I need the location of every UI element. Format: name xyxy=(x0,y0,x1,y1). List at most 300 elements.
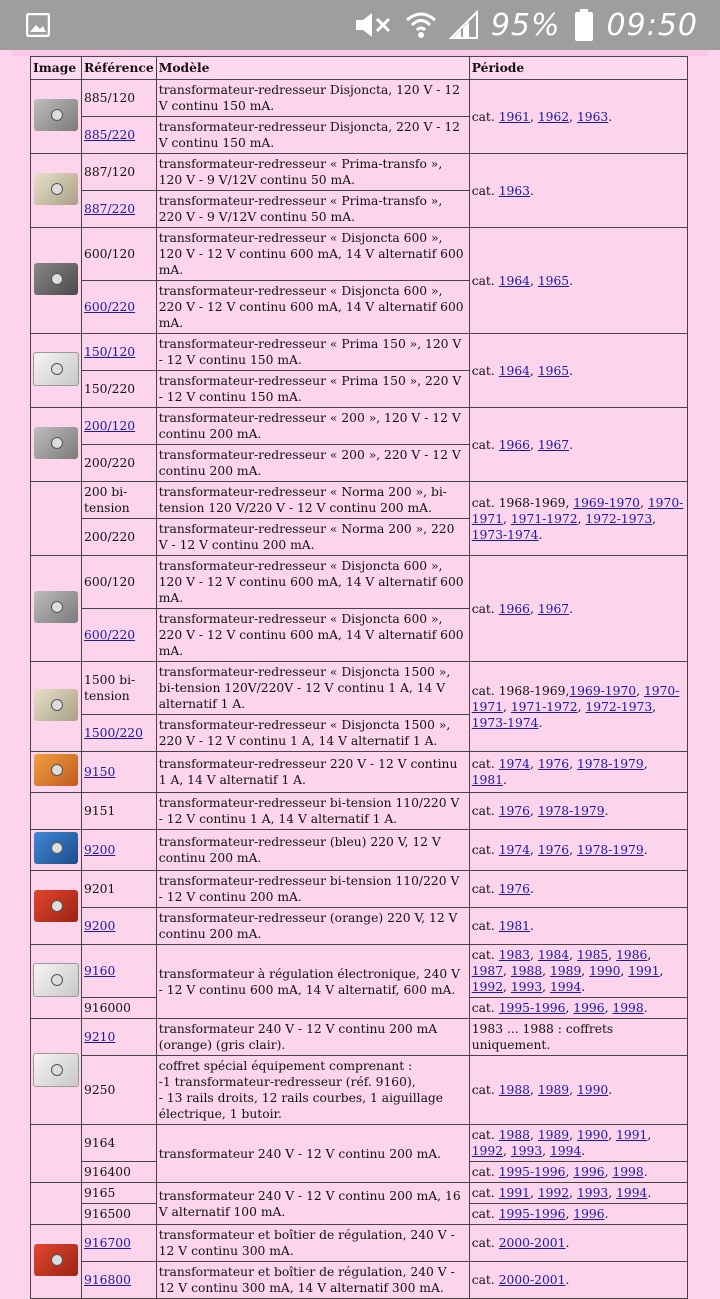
catalog-year-link[interactable]: 1993 xyxy=(576,1186,609,1200)
reference-cell xyxy=(82,830,157,871)
reference-cell xyxy=(82,1056,157,1125)
catalog-year-link[interactable]: 1978-1979 xyxy=(537,804,605,818)
catalog-year-link[interactable]: 1967 xyxy=(537,437,570,452)
catalog-year-link[interactable]: 2000-2001 xyxy=(498,1273,566,1287)
product-thumbnail[interactable] xyxy=(34,263,78,295)
model-cell xyxy=(156,228,469,281)
period-cell: cat. 1995-1996, 1996, 1998. xyxy=(469,998,687,1019)
header-reference: Référence xyxy=(82,57,157,80)
catalog-year-link[interactable]: 1989 xyxy=(549,964,582,978)
model-text: transformateur-redresseur bi-tension 110/220 V - 12 V continu 200 mA. xyxy=(158,874,460,904)
image-cell xyxy=(31,482,82,556)
catalog-year-link[interactable]: 1978-1979 xyxy=(576,757,644,771)
model-text: transformateur-redresseur (orange) 220 V, 12 V continu 200 mA. xyxy=(158,911,458,941)
catalog-year-link[interactable]: 1995-1996 xyxy=(498,1001,566,1015)
reference-cell xyxy=(82,1125,157,1162)
catalog-year-link[interactable]: 1978-1979 xyxy=(576,843,644,857)
model-text: transformateur-redresseur « Prima-transfo », 120 V - 9 V/12V continu 50 mA. xyxy=(158,157,443,187)
reference-cell xyxy=(82,1225,157,1262)
catalog-year-link[interactable]: 1984 xyxy=(537,948,570,962)
catalog-year-link[interactable]: 1969-1970 xyxy=(573,495,641,510)
reference-cell xyxy=(82,793,157,830)
catalog-year-link[interactable]: 1969-1970 xyxy=(569,683,637,698)
image-cell xyxy=(31,662,82,752)
model-cell xyxy=(156,117,469,154)
catalog-year-link[interactable]: 1974 xyxy=(498,757,530,771)
period-prefix: cat. xyxy=(471,183,499,198)
model-cell xyxy=(156,609,469,662)
period-suffix: . xyxy=(569,601,574,616)
image-cell xyxy=(31,945,82,1019)
period-prefix: cat. xyxy=(471,109,499,124)
catalog-year-link[interactable]: 1972-1973 xyxy=(585,511,653,526)
period-cell: cat. 1961, 1962, 1963. xyxy=(469,80,687,154)
image-cell xyxy=(31,1125,82,1183)
reference-cell xyxy=(82,662,157,715)
reference-cell xyxy=(82,334,157,371)
reference-link[interactable]: 916700 xyxy=(84,1236,131,1250)
reference-text: 200 bi-tension xyxy=(84,485,130,515)
period-suffix: . xyxy=(647,1186,652,1200)
reference-cell xyxy=(82,154,157,191)
catalog-year-link[interactable]: 1989 xyxy=(537,1083,570,1097)
reference-cell xyxy=(82,1162,157,1183)
period-prefix: cat. xyxy=(471,1083,499,1097)
header-image: Image xyxy=(31,57,82,80)
knob-graphic xyxy=(51,842,63,854)
reference-cell xyxy=(82,408,157,445)
period-suffix: . xyxy=(643,1165,648,1179)
battery-icon xyxy=(573,8,595,42)
catalog-year-link[interactable]: 1981 xyxy=(471,773,504,787)
catalog-year-link[interactable]: 1970-1971 xyxy=(471,495,684,526)
period-suffix: . xyxy=(581,980,586,994)
period-cell: cat. 1995-1996, 1996, 1998. xyxy=(469,1162,687,1183)
reference-text: 9250 xyxy=(84,1083,116,1097)
model-text: transformateur et boîtier de régulation, 240 V - 12 V continu 300 mA. xyxy=(158,1228,455,1258)
catalog-year-link[interactable]: 1991 xyxy=(628,964,660,978)
catalog-year-link[interactable]: 2000-2001 xyxy=(498,1236,566,1250)
signal-icon xyxy=(449,10,479,40)
reference-link[interactable]: 916800 xyxy=(84,1273,131,1287)
model-text: transformateur-redresseur « 200 », 120 V - 12 V continu 200 mA. xyxy=(158,411,461,441)
model-cell xyxy=(156,871,469,908)
model-cell xyxy=(156,1125,469,1183)
product-thumbnail[interactable] xyxy=(34,689,78,721)
reference-link[interactable]: 600/220 xyxy=(84,300,136,314)
battery-text: 95% xyxy=(490,7,561,43)
table-row xyxy=(31,482,688,519)
catalog-year-link[interactable]: 1976 xyxy=(498,804,530,818)
table-row xyxy=(31,752,688,793)
table-row xyxy=(31,1056,688,1125)
reference-text: 916400 xyxy=(84,1165,131,1179)
model-text: transformateur-redresseur Disjoncta, 120 V - 12 V continu 150 mA. xyxy=(158,83,460,113)
reference-link[interactable]: 887/220 xyxy=(84,202,136,216)
period-suffix: . xyxy=(569,363,574,378)
period-suffix: . xyxy=(604,1207,609,1221)
period-prefix: cat. xyxy=(471,1273,499,1287)
knob-graphic xyxy=(51,764,63,776)
reference-cell xyxy=(82,1019,157,1056)
header-model: Modèle xyxy=(156,57,469,80)
model-cell xyxy=(156,281,469,334)
table-row xyxy=(31,871,688,908)
model-text: transformateur-redresseur 220 V - 12 V continu 1 A, 14 V alternatif 1 A. xyxy=(158,757,458,787)
catalog-year-link[interactable]: 1992 xyxy=(471,1144,504,1158)
period-prefix: cat. xyxy=(471,363,499,378)
reference-text: 600/120 xyxy=(84,247,136,261)
model-cell xyxy=(156,908,469,945)
period-suffix: . xyxy=(530,919,534,933)
catalog-year-link[interactable]: 1990 xyxy=(576,1083,609,1097)
period-suffix: . xyxy=(569,437,574,452)
period-cell xyxy=(469,871,687,908)
image-cell xyxy=(31,871,82,945)
catalog-year-link[interactable]: 1972-1973 xyxy=(585,699,653,714)
reference-text: 1500 bi-tension xyxy=(84,673,136,703)
knob-graphic xyxy=(51,437,63,449)
image-cell xyxy=(31,830,82,871)
period-cell: cat. 1968-1969, 1969-1970, 1970-1971, 1971-1972, 1972-1973, 1973-1974. xyxy=(469,482,687,556)
catalog-year-link[interactable]: 1998 xyxy=(612,1165,644,1179)
reference-cell xyxy=(82,871,157,908)
period-suffix: . xyxy=(643,1001,648,1015)
product-thumbnail[interactable] xyxy=(34,173,78,205)
catalog-year-link[interactable]: 1976 xyxy=(498,882,530,896)
reference-link[interactable]: 200/120 xyxy=(84,419,136,433)
period-suffix: . xyxy=(608,1083,613,1097)
period-suffix: . xyxy=(569,273,574,288)
page-content xyxy=(12,50,708,1295)
model-cell xyxy=(156,662,469,715)
catalog-year-link[interactable]: 1987 xyxy=(471,964,504,978)
table-row xyxy=(31,1019,688,1056)
period-prefix: 1983 ... 1988 : coffrets uniquement. xyxy=(471,1022,614,1052)
table-row xyxy=(31,334,688,371)
period-prefix: cat. xyxy=(471,1186,499,1200)
knob-graphic xyxy=(51,109,63,121)
period-prefix: cat. xyxy=(471,843,499,857)
product-thumbnail[interactable] xyxy=(34,591,78,623)
model-text: transformateur-redresseur « Disjoncta 600 », 120 V - 12 V continu 600 mA, 14 V alternatif 600 mA. xyxy=(158,559,464,605)
reference-cell xyxy=(82,117,157,154)
catalog-year-link[interactable]: 1963 xyxy=(498,183,530,198)
period-cell xyxy=(469,1262,687,1299)
reference-cell xyxy=(82,908,157,945)
period-prefix: cat. xyxy=(471,1236,499,1250)
knob-graphic xyxy=(51,183,63,195)
period-suffix: . xyxy=(503,773,507,787)
catalog-year-link[interactable]: 1998 xyxy=(612,1001,644,1015)
period-prefix: cat. xyxy=(471,948,499,962)
period-suffix: . xyxy=(538,715,543,730)
catalog-year-link[interactable]: 1996 xyxy=(573,1207,605,1221)
table-row xyxy=(31,793,688,830)
table-row xyxy=(31,1183,688,1204)
period-prefix: cat. xyxy=(471,1001,499,1015)
model-text: transformateur-redresseur bi-tension 110/220 V - 12 V continu 1 A, 14 V alternatif 1 A. xyxy=(158,796,460,826)
reference-link[interactable]: 600/220 xyxy=(84,628,136,642)
model-text: transformateur-redresseur « Prima 150 », 220 V - 12 V continu 150 mA. xyxy=(158,374,462,404)
model-cell xyxy=(156,793,469,830)
period-cell: cat. 1988, 1989, 1990. xyxy=(469,1056,687,1125)
period-suffix: . xyxy=(538,527,543,542)
mute-icon xyxy=(353,10,393,40)
product-thumbnail[interactable] xyxy=(34,832,78,864)
model-text: transformateur et boîtier de régulation, 240 V - 12 V continu 300 mA, 14 V alternatif 300 mA. xyxy=(158,1265,455,1295)
period-prefix: cat. xyxy=(471,1165,499,1179)
product-thumbnail[interactable] xyxy=(33,963,79,997)
period-cell xyxy=(469,154,687,228)
catalog-year-link[interactable]: 1995-1996 xyxy=(498,1207,566,1221)
reference-link[interactable]: 1500/220 xyxy=(84,726,143,740)
reference-cell xyxy=(82,228,157,281)
knob-graphic xyxy=(51,1064,63,1076)
table-row xyxy=(31,662,688,715)
catalog-year-link[interactable]: 1994 xyxy=(549,980,582,994)
model-text: transformateur 240 V - 12 V continu 200 mA, 16 V alternatif 100 mA. xyxy=(158,1188,461,1219)
period-prefix: cat. 1968-1969, xyxy=(471,683,570,698)
catalog-year-link[interactable]: 1991 xyxy=(498,1186,530,1200)
table-row xyxy=(31,408,688,445)
period-cell xyxy=(469,908,687,945)
catalog-year-link[interactable]: 1971-1972 xyxy=(510,699,578,714)
period-cell: cat. 1966, 1967. xyxy=(469,556,687,662)
reference-link[interactable]: 9150 xyxy=(84,765,116,779)
period-cell xyxy=(469,1019,687,1056)
table-row xyxy=(31,945,688,998)
reference-cell xyxy=(82,715,157,752)
period-prefix: cat. xyxy=(471,757,499,771)
catalog-year-link[interactable]: 1990 xyxy=(589,964,621,978)
reference-link[interactable]: 150/120 xyxy=(84,345,136,359)
reference-text: 916500 xyxy=(84,1207,131,1221)
product-thumbnail[interactable] xyxy=(34,427,78,459)
transformer-catalog-table xyxy=(30,56,688,1299)
catalog-year-link[interactable]: 1995-1996 xyxy=(498,1165,566,1179)
reference-link[interactable]: 9160 xyxy=(84,964,116,978)
model-cell xyxy=(156,715,469,752)
product-thumbnail[interactable] xyxy=(34,1244,78,1276)
model-text: transformateur-redresseur « Disjoncta 600 », 220 V - 12 V continu 600 mA, 14 V alternatif 600 mA. xyxy=(158,284,464,330)
period-cell: cat. 1968-1969,1969-1970, 1970-1971, 1971-1972, 1972-1973, 1973-1974. xyxy=(469,662,687,752)
period-cell xyxy=(469,1225,687,1262)
catalog-year-link[interactable]: 1985 xyxy=(576,948,609,962)
knob-graphic xyxy=(51,699,63,711)
catalog-year-link[interactable]: 1974 xyxy=(498,843,530,857)
reference-cell xyxy=(82,1183,157,1204)
period-prefix: cat. xyxy=(471,804,499,818)
reference-text: 150/220 xyxy=(84,382,136,396)
catalog-year-link[interactable]: 1965 xyxy=(537,363,570,378)
model-cell xyxy=(156,482,469,519)
catalog-year-link[interactable]: 1966 xyxy=(498,437,530,452)
catalog-year-link[interactable]: 1967 xyxy=(537,601,570,616)
period-cell: cat. 1991, 1992, 1993, 1994. xyxy=(469,1183,687,1204)
model-text: transformateur-redresseur « Prima 150 », 120 V - 12 V continu 150 mA. xyxy=(158,337,462,367)
reference-cell xyxy=(82,371,157,408)
model-cell xyxy=(156,191,469,228)
reference-link[interactable]: 885/220 xyxy=(84,128,136,142)
reference-cell xyxy=(82,281,157,334)
knob-graphic xyxy=(51,900,63,912)
catalog-year-link[interactable]: 1993 xyxy=(510,1144,543,1158)
catalog-year-link[interactable]: 1992 xyxy=(471,980,504,994)
catalog-year-link[interactable]: 1963 xyxy=(576,109,609,124)
reference-cell xyxy=(82,445,157,482)
reference-text: 887/120 xyxy=(84,165,136,179)
model-cell xyxy=(156,752,469,793)
table-row xyxy=(31,1262,688,1299)
model-cell xyxy=(156,830,469,871)
reference-cell xyxy=(82,556,157,609)
image-cell xyxy=(31,1183,82,1225)
reference-text: 200/220 xyxy=(84,530,136,544)
catalog-year-link[interactable]: 1981 xyxy=(498,919,530,933)
reference-cell xyxy=(82,80,157,117)
catalog-year-link[interactable]: 1993 xyxy=(510,980,543,994)
image-cell xyxy=(31,334,82,408)
period-suffix: . xyxy=(643,843,648,857)
image-cell xyxy=(31,408,82,482)
model-text: coffret spécial équipement comprenant : -1 transformateur-redresseur (réf. 9160), - 13 rails droits, 12 rails courbes, 1 aiguillage électrique, 1 butoir. xyxy=(158,1059,444,1121)
reference-cell xyxy=(82,191,157,228)
image-cell xyxy=(31,752,82,793)
image-cell xyxy=(31,228,82,334)
product-thumbnail[interactable] xyxy=(34,754,78,786)
reference-link[interactable]: 9200 xyxy=(84,843,116,857)
reference-cell xyxy=(82,482,157,519)
model-cell xyxy=(156,371,469,408)
model-cell xyxy=(156,154,469,191)
period-prefix: cat. xyxy=(471,601,499,616)
table-row xyxy=(31,80,688,117)
catalog-year-link[interactable]: 1983 xyxy=(498,948,530,962)
reference-text: 9151 xyxy=(84,804,116,818)
period-suffix: . xyxy=(565,1236,570,1250)
catalog-year-link[interactable]: 1989 xyxy=(537,1128,570,1142)
model-text: transformateur-redresseur « Norma 200 », 220 V - 12 V continu 200 mA. xyxy=(158,522,455,552)
catalog-year-link[interactable]: 1996 xyxy=(573,1165,605,1179)
period-prefix: cat. 1968-1969, xyxy=(471,495,574,510)
reference-cell xyxy=(82,1262,157,1299)
model-cell xyxy=(156,519,469,556)
product-thumbnail[interactable] xyxy=(33,1053,79,1087)
catalog-year-link[interactable]: 1994 xyxy=(616,1186,648,1200)
reference-link[interactable]: 9210 xyxy=(84,1030,116,1044)
period-cell: cat. 1966, 1967. xyxy=(469,408,687,482)
period-prefix: cat. xyxy=(471,1128,499,1142)
image-cell xyxy=(31,793,82,830)
catalog-year-link[interactable]: 1991 xyxy=(616,1128,648,1142)
product-thumbnail[interactable] xyxy=(33,352,79,386)
catalog-year-link[interactable]: 1988 xyxy=(510,964,543,978)
model-text: transformateur-redresseur « Disjoncta 600 », 220 V - 12 V continu 600 mA, 14 V alternatif 600 mA. xyxy=(158,612,464,658)
catalog-year-link[interactable]: 1988 xyxy=(498,1128,530,1142)
table-row xyxy=(31,1225,688,1262)
reference-cell xyxy=(82,609,157,662)
status-bar xyxy=(0,0,720,50)
period-suffix: . xyxy=(604,804,609,818)
period-cell: cat. 1988, 1989, 1990, 1991, 1992, 1993, 1994. xyxy=(469,1125,687,1162)
catalog-year-link[interactable]: 1990 xyxy=(576,1128,609,1142)
reference-text: 885/120 xyxy=(84,91,136,105)
model-text: transformateur à régulation électronique, 240 V - 12 V continu 600 mA, 14 V alternatif, 600 mA. xyxy=(158,966,461,997)
knob-graphic xyxy=(51,1254,63,1266)
catalog-year-link[interactable]: 1971-1972 xyxy=(510,511,578,526)
table-row xyxy=(31,1125,688,1162)
product-thumbnail[interactable] xyxy=(34,99,78,131)
model-text: transformateur-redresseur « 200 », 220 V - 12 V continu 200 mA. xyxy=(158,448,461,478)
period-cell: cat. 1974, 1976, 1978-1979, 1981. xyxy=(469,752,687,793)
model-cell xyxy=(156,945,469,1019)
period-cell: cat. 1964, 1965. xyxy=(469,228,687,334)
reference-link[interactable]: 9200 xyxy=(84,919,116,933)
clock: 09:50 xyxy=(606,7,698,43)
reference-text: 916000 xyxy=(84,1001,131,1015)
knob-graphic xyxy=(51,273,63,285)
catalog-year-link[interactable]: 1994 xyxy=(549,1144,582,1158)
catalog-year-link[interactable]: 1966 xyxy=(498,601,530,616)
catalog-year-link[interactable]: 1962 xyxy=(537,109,570,124)
model-text: transformateur-redresseur « Prima-transfo », 220 V - 9 V/12V continu 50 mA. xyxy=(158,194,443,224)
catalog-year-link[interactable]: 1965 xyxy=(537,273,570,288)
period-cell: cat. 1983, 1984, 1985, 1986, 1987, 1988, 1989, 1990, 1991, 1992, 1993, 1994. xyxy=(469,945,687,998)
model-cell xyxy=(156,408,469,445)
catalog-year-link[interactable]: 1976 xyxy=(537,757,570,771)
gallery-icon xyxy=(26,13,50,37)
catalog-year-link[interactable]: 1986 xyxy=(616,948,648,962)
period-cell: cat. 1995-1996, 1996. xyxy=(469,1204,687,1225)
period-prefix: cat. xyxy=(471,882,499,896)
image-cell xyxy=(31,80,82,154)
period-suffix: . xyxy=(530,882,534,896)
reference-cell xyxy=(82,998,157,1019)
reference-cell xyxy=(82,1204,157,1225)
catalog-year-link[interactable]: 1973-1974 xyxy=(471,527,539,542)
catalog-year-link[interactable]: 1964 xyxy=(498,363,530,378)
table-row xyxy=(31,556,688,609)
product-thumbnail[interactable] xyxy=(34,890,78,922)
catalog-year-link[interactable]: 1992 xyxy=(537,1186,570,1200)
table-row xyxy=(31,154,688,191)
model-cell xyxy=(156,1262,469,1299)
catalog-year-link[interactable]: 1970-1971 xyxy=(471,683,680,714)
catalog-year-link[interactable]: 1973-1974 xyxy=(471,715,539,730)
reference-text: 600/120 xyxy=(84,575,136,589)
image-cell xyxy=(31,556,82,662)
model-cell xyxy=(156,80,469,117)
period-suffix: . xyxy=(581,1144,586,1158)
catalog-year-link[interactable]: 1988 xyxy=(498,1083,530,1097)
model-text: transformateur 240 V - 12 V continu 200 mA. xyxy=(158,1146,442,1161)
catalog-year-link[interactable]: 1964 xyxy=(498,273,530,288)
model-text: transformateur-redresseur Disjoncta, 220 V - 12 V continu 150 mA. xyxy=(158,120,460,150)
period-suffix: . xyxy=(608,109,613,124)
model-text: transformateur-redresseur « Norma 200 », bi-tension 120 V/220 V - 12 V continu 200 mA. xyxy=(158,485,447,515)
knob-graphic xyxy=(51,363,63,375)
model-cell xyxy=(156,1056,469,1125)
reference-text: 9164 xyxy=(84,1136,116,1150)
table-row xyxy=(31,908,688,945)
table-row xyxy=(31,830,688,871)
catalog-year-link[interactable]: 1961 xyxy=(498,109,530,124)
knob-graphic xyxy=(51,974,63,986)
header-period: Période xyxy=(469,57,687,80)
catalog-year-link[interactable]: 1996 xyxy=(573,1001,605,1015)
catalog-year-link[interactable]: 1976 xyxy=(537,843,570,857)
